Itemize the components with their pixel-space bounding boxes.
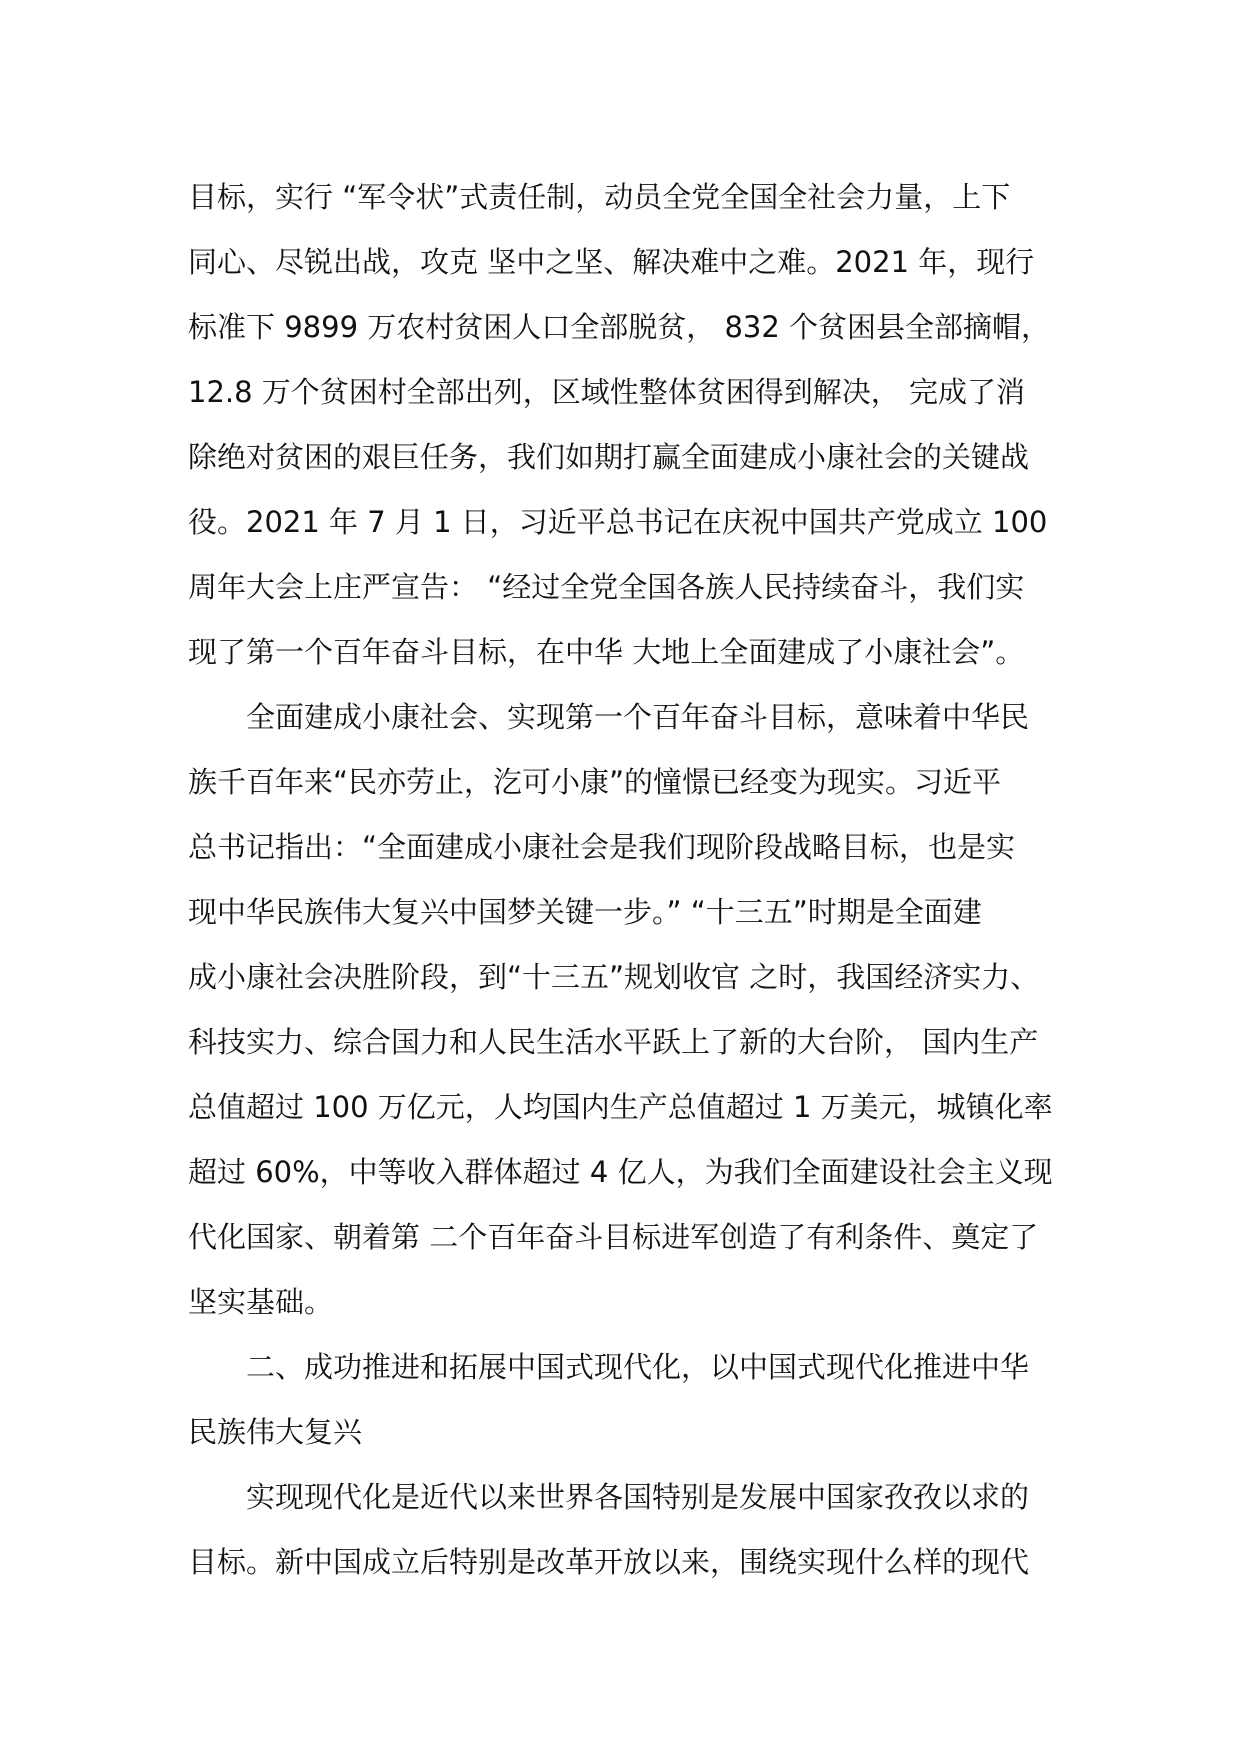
text-line: 现了第一个百年奋斗目标，在中华 大地上全面建成了小康社会”。 [188, 635, 1025, 669]
text-line: 总书记指出：“全面建成小康社会是我们现阶段战略目标，也是实 [188, 830, 1016, 864]
text-line: 役。2021 年 7 月 1 日，习近平总书记在庆祝中国共产党成立 100 [188, 505, 1048, 539]
text-line: 周年大会上庄严宣告： “经过全党全国各族人民持续奋斗，我们实 [188, 570, 1025, 604]
text-line: 超过 60%，中等收入群体超过 4 亿人，为我们全面建设社会主义现 [188, 1155, 1053, 1189]
text-line: 族千百年来“民亦劳止，汔可小康”的憧憬已经变为现实。习近平 [188, 765, 1002, 799]
text-line: 二、成功推进和拓展中国式现代化，以中国式现代化推进中华 [246, 1350, 1030, 1384]
text-line: 同心、尽锐出战，攻克 坚中之坚、解决难中之难。2021 年，现行 [188, 245, 1035, 279]
text-line: 标准下 9899 万农村贫困人口全部脱贫， 832 个贫困县全部摘帽， [188, 310, 1051, 344]
text-line: 科技实力、综合国力和人民生活水平跃上了新的大台阶， 国内生产 [188, 1025, 1039, 1059]
text-line: 实现现代化是近代以来世界各国特别是发展中国家孜孜以求的 [246, 1480, 1030, 1514]
text-line: 民族伟大复兴 [188, 1415, 363, 1449]
text-line: 目标，实行 “军令状”式责任制，动员全党全国全社会力量，上下 [188, 180, 1011, 214]
text-line: 总值超过 100 万亿元，人均国内生产总值超过 1 万美元，城镇化率 [188, 1090, 1053, 1124]
body-text [188, 165, 1088, 1595]
text-line: 目标。新中国成立后特别是改革开放以来，围绕实现什么样的现代 [188, 1545, 1030, 1579]
text-line: 全面建成小康社会、实现第一个百年奋斗目标，意味着中华民 [246, 700, 1030, 734]
text-line: 成小康社会决胜阶段，到“十三五”规划收官 之时，我国经济实力、 [188, 960, 1040, 994]
text-line: 除绝对贫困的艰巨任务，我们如期打赢全面建成小康社会的关键战 [188, 440, 1030, 474]
text-line: 坚实基础。 [188, 1285, 334, 1319]
text-line: 12.8 万个贫困村全部出列，区域性整体贫困得到解决， 完成了消 [188, 375, 1026, 409]
text-line: 代化国家、朝着第 二个百年奋斗目标进军创造了有利条件、奠定了 [188, 1220, 1039, 1254]
text-line: 现中华民族伟大复兴中国梦关键一步。” “十三五”时期是全面建 [188, 895, 982, 929]
